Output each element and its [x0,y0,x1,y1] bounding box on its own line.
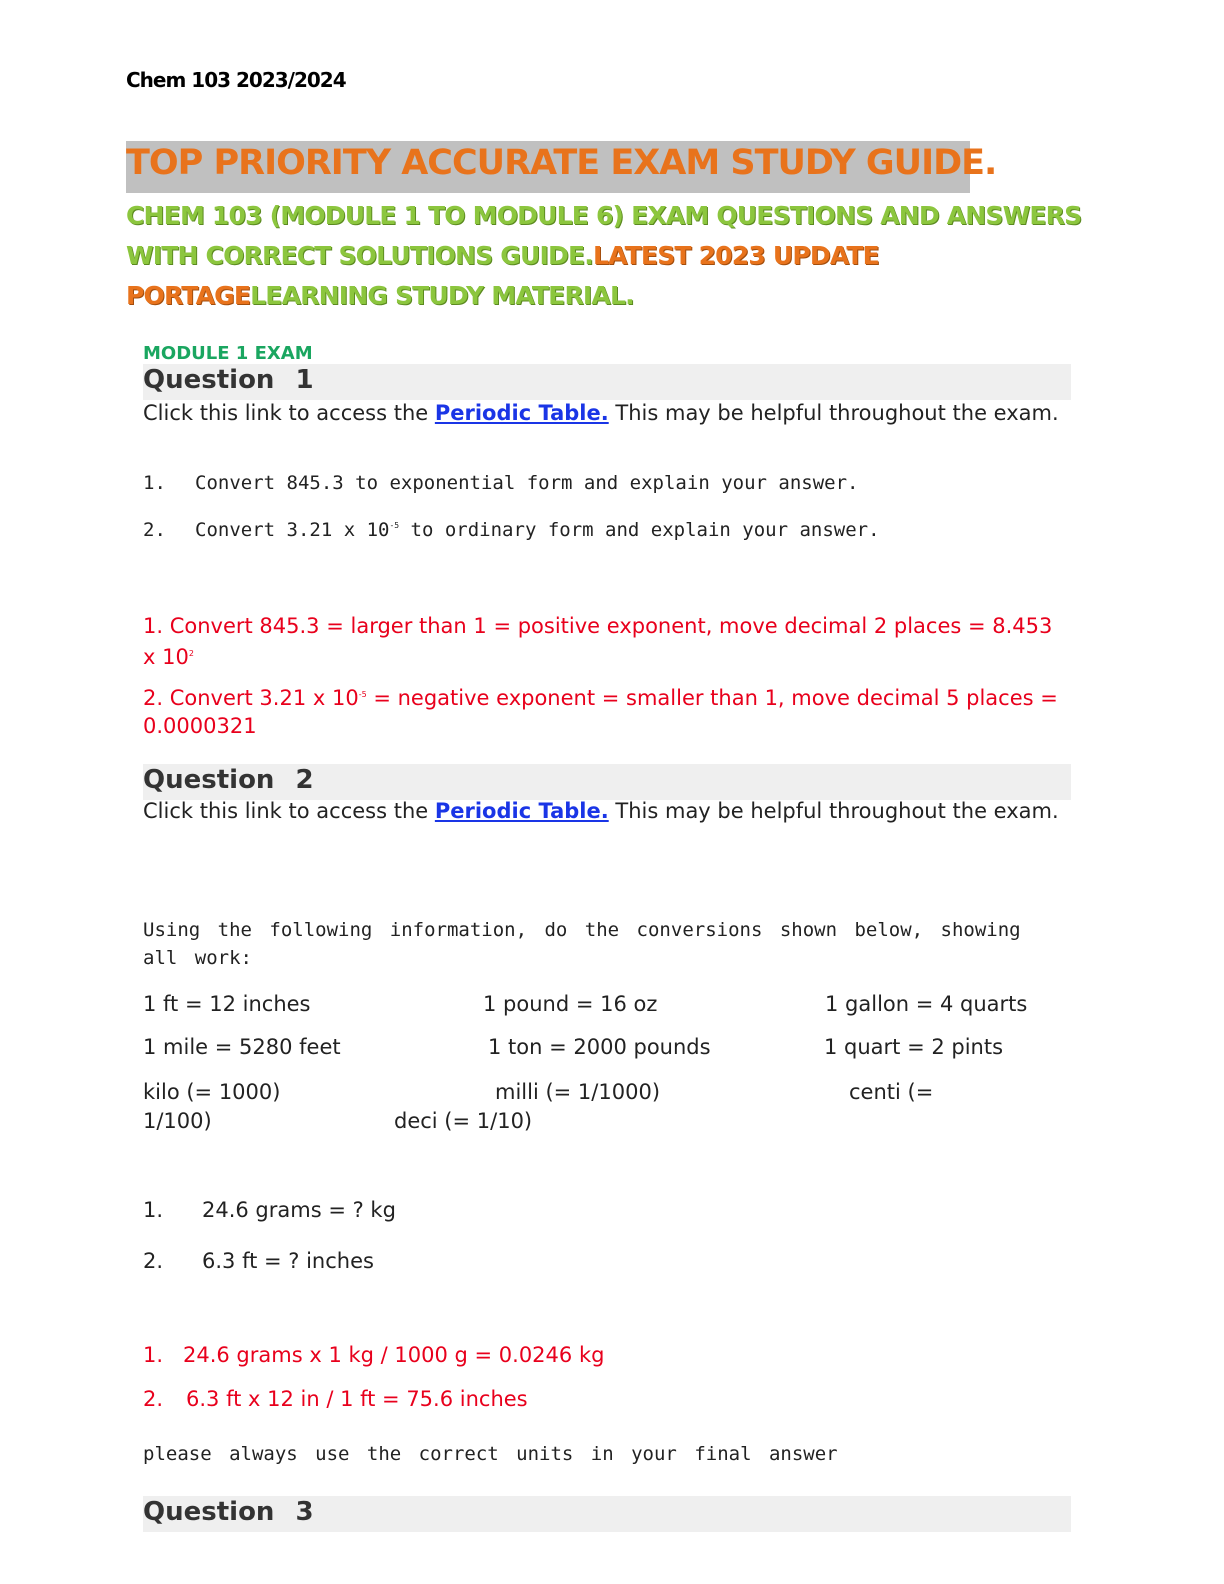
question-1-item-2 [143,519,880,541]
intro-text: Click this link to access the [143,401,435,425]
question-1-title: Question 1 [143,365,314,395]
exponent: -5 [358,690,367,699]
answer-text: 1. Convert 845.3 = larger than 1 = positive exponent, move decimal 2 places = 8.453 x 10 [143,614,1053,669]
item-number: 2. [143,519,166,541]
periodic-table-link[interactable]: Periodic Table. [434,401,609,425]
unit-gallon-quarts: 1 gallon = 4 quarts [825,992,1028,1016]
periodic-table-link[interactable]: Periodic Table. [434,799,609,823]
answer-number: 2. [143,1387,164,1411]
subtitle-green-part-2: LEARNING STUDY MATERIAL. [250,281,634,310]
item-text-end: to ordinary form and explain your answer. [399,519,880,541]
question-2-instructions: Using the following information, do the conversions shown below, showing all work: [143,919,1021,969]
question-1-answer-1 [143,612,1063,671]
document-title: TOP PRIORITY ACCURATE EXAM STUDY GUIDE. [126,143,997,183]
prefix-centi: centi (= [849,1080,934,1104]
question-2-answer-1 [143,1341,604,1369]
subtitle-green-part: CHEM 103 (MODULE 1 TO MODULE 6) EXAM QUESTIONS AND ANSWERS WITH CORRECT SOLUTIONS GUIDE. [126,201,1082,270]
question-2-title: Question 2 [143,765,314,795]
unit-pound-oz: 1 pound = 16 oz [483,992,658,1016]
prefix-centi-value: 1/100) [143,1109,212,1133]
answer-text: 2. Convert 3.21 x 10 [143,686,359,710]
item-text: 6.3 ft = ? inches [202,1249,374,1273]
question-3-title: Question 3 [143,1497,314,1527]
prefix-kilo: kilo (= 1000) [143,1080,281,1104]
module-label: MODULE 1 EXAM [143,343,313,364]
document-subtitle [126,196,1086,316]
item-text: Convert 845.3 to exponential form and explain your answer. [195,472,859,494]
prefix-milli: milli (= 1/1000) [495,1080,661,1104]
unit-ft-inches: 1 ft = 12 inches [143,992,311,1016]
answer-number: 1. [143,1343,164,1367]
question-1-intro [143,399,1063,427]
answer-text: 6.3 ft x 12 in / 1 ft = 75.6 inches [186,1387,528,1411]
intro-text: Click this link to access the [143,799,435,823]
answer-text: 24.6 grams x 1 kg / 1000 g = 0.0246 kg [183,1343,605,1367]
item-number: 1. [143,1198,164,1222]
item-text: 24.6 grams = ? kg [202,1198,396,1222]
prefix-deci: deci (= 1/10) [394,1109,533,1133]
subtitle-orange-part: LATEST 2023 UPDATE PORTAGE [126,241,879,310]
unit-mile-feet: 1 mile = 5280 feet [143,1035,341,1059]
question-2-answer-2 [143,1385,528,1413]
exponent: -5 [389,521,400,530]
question-2-intro [143,797,1063,825]
item-number: 2. [143,1249,164,1273]
intro-text-end: This may be helpful throughout the exam. [608,799,1059,823]
question-2-item-2 [143,1249,374,1273]
question-1-answer-2 [143,681,1063,740]
question-1-item-1 [143,472,858,494]
item-text: Convert 3.21 x 10 [195,519,390,541]
question-2-note: please always use the correct units in your final answer [143,1443,838,1465]
question-2-item-1 [143,1198,396,1222]
unit-ton-pounds: 1 ton = 2000 pounds [488,1035,711,1059]
unit-quart-pints: 1 quart = 2 pints [824,1035,1004,1059]
course-header: Chem 103 2023/2024 [126,68,346,92]
item-number: 1. [143,472,166,494]
exponent: 2 [188,649,194,658]
answer-text-end: = negative exponent = smaller than 1, move decimal 5 places = 0.0000321 [143,686,1058,738]
intro-text-end: This may be helpful throughout the exam. [608,401,1059,425]
